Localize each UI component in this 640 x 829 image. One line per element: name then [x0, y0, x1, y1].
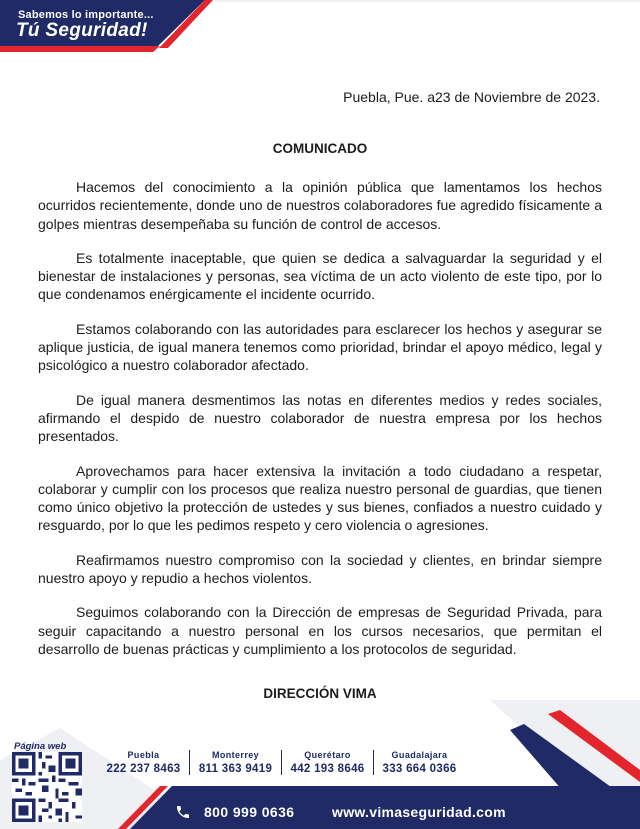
office-list [98, 750, 465, 775]
office-puebla [98, 750, 189, 775]
letter-paragraph: Reafirmamos nuestro compromiso con la sociedad y clientes, en brindar siempre nuestro apoyo y repudio a hechos violentos. [38, 551, 602, 587]
office-city: Monterrey [211, 750, 260, 760]
footer-phone[interactable]: 800 999 0636 [204, 804, 295, 820]
header-tagline: Sabemos lo importante... [18, 9, 154, 21]
letter-paragraph: Es totalmente inaceptable, que quien se dedica a salvaguardar la seguridad y el bienestar de instalaciones y personas, sea víctima de un acto violento de este tipo, por lo que condenamos enérgicamente el incidente ocurrido. [38, 249, 602, 303]
letter-paragraph: Seguimos colaborando con la Dirección de empresas de Seguridad Privada, para seguir capacitando a nuestro personal en los cursos necesarios, que permitan el desarrollo de buenas prácticas y cumplimiento a los protocolos de seguridad. [38, 604, 602, 657]
office-phone[interactable]: 811 363 9419 [198, 763, 273, 775]
header-slogan: Tú Seguridad! [16, 20, 148, 41]
letter-paragraph: De igual manera desmentimos las notas en diferentes medios y redes sociales, afirmando el despido de nuestro colaborador de nuestra empresa por los hechos presentados. [38, 391, 602, 445]
qr-label: Página web [14, 741, 67, 752]
office-phone[interactable]: 222 237 8463 [106, 763, 181, 775]
letter-heading: COMUNICADO [272, 141, 368, 156]
letter-paragraph: Estamos colaborando con las autoridades para esclarecer los hechos y asegurar se aplique justicia, de igual manera tenemos como prioridad, brindar el apoyo médico, legal y psicológico a nuestro colaborador afectado. [38, 320, 602, 374]
letter-body [38, 178, 602, 674]
office-phone[interactable]: 333 664 0366 [382, 763, 457, 775]
letter-signature: DIRECCIÓN VIMA [263, 686, 377, 701]
office-phone[interactable]: 442 193 8646 [290, 763, 365, 775]
letter-paragraph: Aprovechamos para hacer extensiva la invitación a todo ciudadano a respetar, colaborar y cumplir con los procesos que realiza nuestro personal de guardias, que tienen como único objetivo la protección de ustedes y sus bienes, confiados a nuestro cuidado y resguardo, por lo que les pedimos respeto y cero violencia o agresiones. [38, 462, 602, 534]
office-monterrey [189, 750, 281, 775]
letter-date: Puebla, Pue. a23 de Noviembre de 2023. [343, 89, 600, 105]
footer-website-link[interactable]: www.vimaseguridad.com [332, 804, 506, 820]
phone-icon [175, 804, 191, 820]
office-queretaro [281, 750, 373, 775]
qr-code-icon[interactable] [12, 752, 82, 822]
office-city: Puebla [127, 750, 160, 760]
office-city: Guadalajara [391, 750, 448, 760]
office-guadalajara [373, 750, 465, 775]
letter-paragraph: Hacemos del conocimiento a la opinión pública que lamentamos los hechos ocurridos recientemente, donde uno de nuestros colaboradores fue agredido físicamente a golpes mientras desempeñaba su función de control de accesos. [38, 179, 602, 232]
office-city: Querétaro [304, 750, 351, 760]
